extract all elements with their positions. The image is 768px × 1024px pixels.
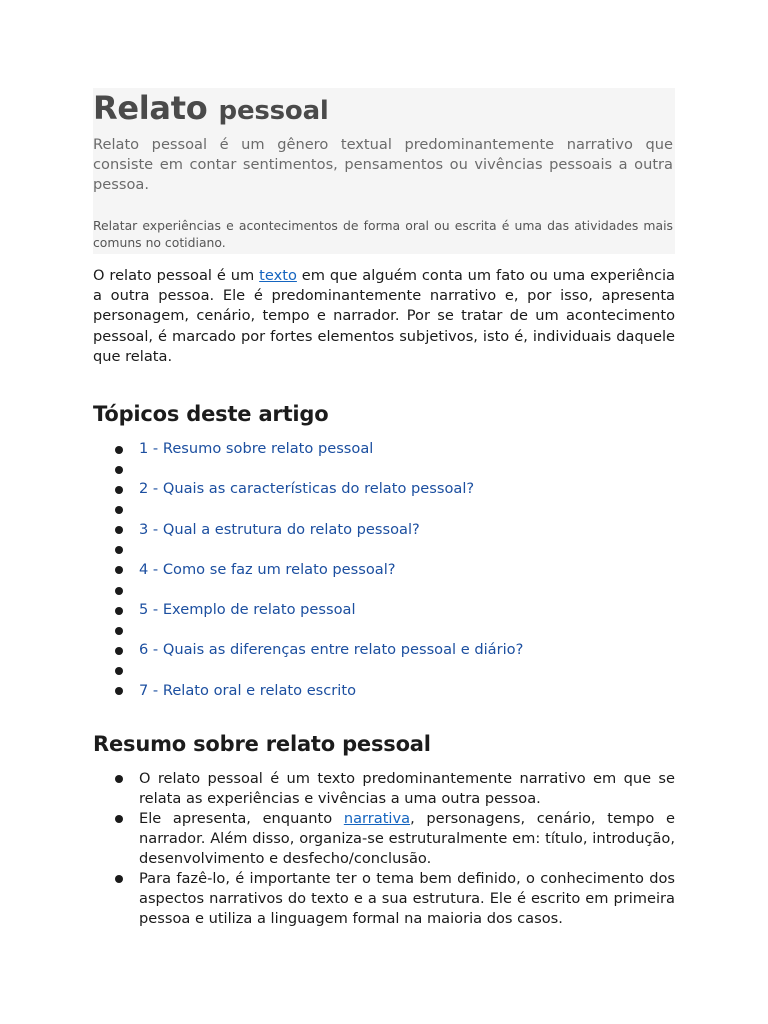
- page-title: [93, 88, 673, 129]
- summary-text-1: O relato pessoal é um texto predominantemente narrativo em que se relata as experiências e vivências a uma outra pessoa.: [139, 769, 675, 807]
- bullet-icon: [115, 875, 123, 883]
- bullet-icon: [115, 627, 123, 635]
- topic-item-empty: [93, 499, 675, 519]
- summary-text-3: Para fazê-lo, é importante ter o tema bem definido, o conhecimento dos aspectos narrativos do texto e a sua estrutura. Ele é escrito em primeira pessoa e utiliza a linguagem formal na maioria dos casos.: [139, 869, 675, 927]
- summary-item: [93, 769, 675, 809]
- topic-link-3[interactable]: 3 - Qual a estrutura do relato pessoal?: [139, 520, 420, 538]
- intro-text-before: O relato pessoal é um: [93, 267, 260, 284]
- bullet-icon: [115, 607, 123, 615]
- topic-item-empty: [93, 661, 675, 681]
- topic-link-1[interactable]: 1 - Resumo sobre relato pessoal: [139, 440, 374, 458]
- bullet-icon: [115, 446, 123, 454]
- title-part1: Relato: [93, 89, 208, 127]
- texto-link[interactable]: texto: [259, 267, 297, 284]
- bullet-icon: [115, 667, 123, 675]
- lead-box: [93, 88, 675, 254]
- bullet-icon: [115, 506, 123, 514]
- bullet-icon: [115, 587, 123, 595]
- topic-item-empty: [93, 620, 675, 640]
- topic-item: [93, 479, 675, 499]
- summary-text-2-before: Ele apresenta, enquanto: [139, 809, 344, 827]
- bullet-icon: [115, 486, 123, 494]
- summary-text-2-after: , personagens, cenário, tempo e narrador. Além disso, organiza-se estruturalmente em: título, introdução, desenvolvimento e desfecho/conclusão.: [139, 809, 675, 867]
- topic-item: [93, 681, 675, 701]
- title-part2: pessoal: [218, 96, 329, 126]
- bullet-icon: [115, 526, 123, 534]
- topic-item: [93, 520, 675, 540]
- topic-item: [93, 640, 675, 660]
- bullet-icon: [115, 466, 123, 474]
- topic-link-5[interactable]: 5 - Exemplo de relato pessoal: [139, 601, 356, 619]
- summary-item: [93, 809, 675, 869]
- summary-item: [93, 869, 675, 929]
- topic-item-empty: [93, 540, 675, 560]
- article: [93, 88, 675, 929]
- topic-link-6[interactable]: 6 - Quais as diferenças entre relato pessoal e diário?: [139, 641, 524, 659]
- topic-item: [93, 560, 675, 580]
- bullet-icon: [115, 647, 123, 655]
- topic-item-empty: [93, 580, 675, 600]
- narrativa-link[interactable]: narrativa: [343, 809, 411, 827]
- topic-link-7[interactable]: 7 - Relato oral e relato escrito: [139, 681, 357, 699]
- bullet-icon: [115, 815, 123, 823]
- topic-item-empty: [93, 459, 675, 479]
- topic-link-2[interactable]: 2 - Quais as características do relato pessoal?: [139, 480, 475, 498]
- intro-text-after: em que alguém conta um fato ou uma experiência a outra pessoa. Ele é predominantemente narrativo e, por isso, apresenta personagem, cenário, tempo e narrador. Por se tratar de um acontecimento pessoal, é marcado por fortes elementos subjetivos, isto é, individuais daquele que relata.: [93, 267, 675, 365]
- topics-list: [93, 439, 675, 701]
- lead-note: Relatar experiências e acontecimentos de forma oral ou escrita é uma das atividades mais comuns no cotidiano.: [93, 218, 673, 250]
- topic-item: [93, 600, 675, 620]
- intro-paragraph: [93, 266, 675, 367]
- bullet-icon: [115, 546, 123, 554]
- topic-link-4[interactable]: 4 - Como se faz um relato pessoal?: [139, 560, 396, 578]
- topics-heading: Tópicos deste artigo: [93, 402, 329, 427]
- subtitle: Relato pessoal é um gênero textual predominantemente narrativo que consiste em contar sentimentos, pensamentos ou vivências pessoais a outra pessoa.: [93, 136, 673, 193]
- bullet-icon: [115, 566, 123, 574]
- topic-item: [93, 439, 675, 459]
- summary-list: [93, 769, 675, 929]
- summary-heading: Resumo sobre relato pessoal: [93, 731, 431, 756]
- bullet-icon: [115, 687, 123, 695]
- bullet-icon: [115, 775, 123, 783]
